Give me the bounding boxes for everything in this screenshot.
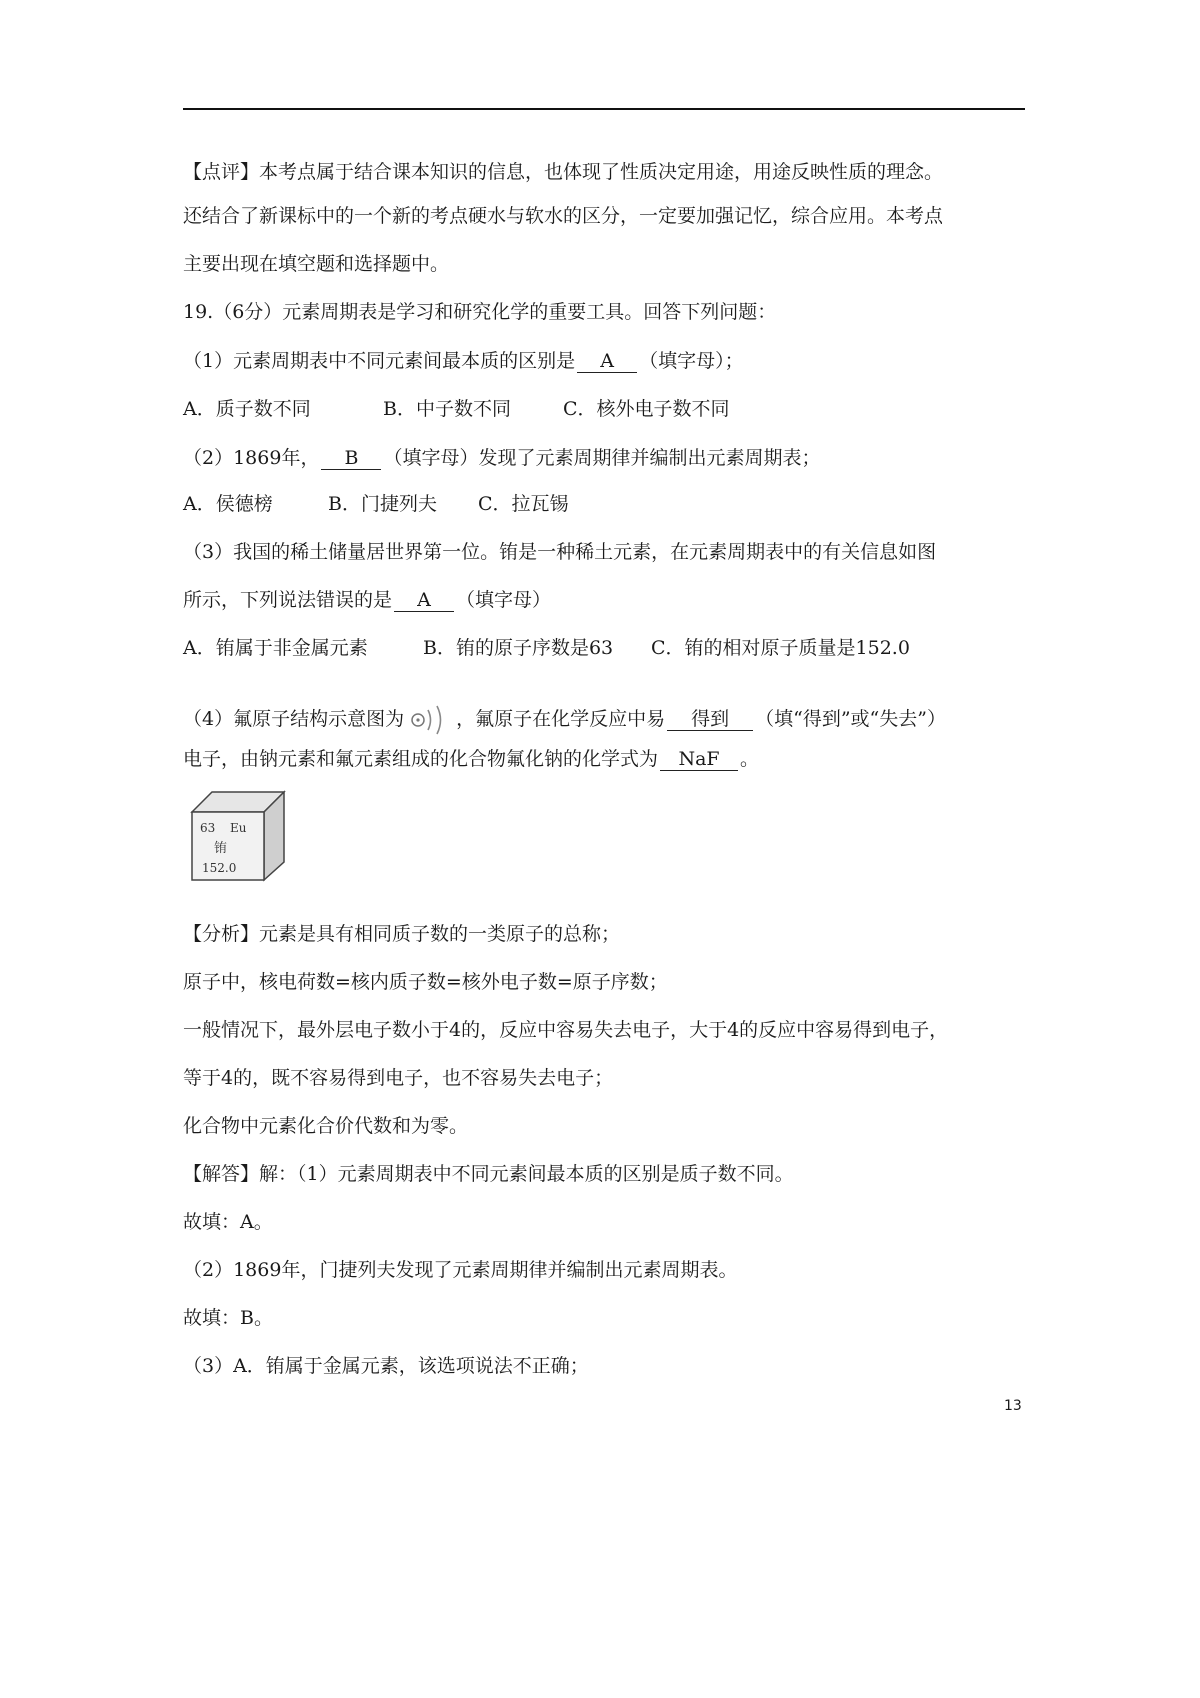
q4-line2-after: 。 bbox=[740, 748, 760, 770]
fluorine-atom-diagram bbox=[408, 700, 452, 740]
analysis-line-5: 化合物中元素化合价代数和为零。 bbox=[183, 1115, 469, 1137]
q2-stem-before: （2）1869年， bbox=[183, 447, 320, 469]
q2-answer-blank: B bbox=[321, 447, 381, 470]
q3-line-1: （3）我国的稀土储量居世界第一位。铕是一种稀土元素，在元素周期表中的有关信息如图 bbox=[183, 541, 937, 563]
eu-atomic-number: 63 bbox=[200, 821, 216, 835]
q4-stem bbox=[183, 700, 1033, 740]
analysis-line-2: 原子中，核电荷数=核内质子数=核外电子数=原子序数； bbox=[183, 971, 668, 993]
comment-line-3: 主要出现在填空题和选择题中。 bbox=[183, 253, 450, 275]
q3-stem-after: （填字母） bbox=[456, 589, 552, 611]
q4-stem-after-1: （填“得到”或“失去”） bbox=[755, 708, 946, 730]
q4-answer-blank-1: 得到 bbox=[667, 708, 753, 731]
europium-element-card bbox=[190, 790, 290, 882]
q1-stem bbox=[183, 349, 1033, 373]
solution-line-4: 故填：B。 bbox=[183, 1307, 273, 1329]
q3-option-a: A．铕属于非金属元素 bbox=[183, 637, 368, 659]
q2-stem bbox=[183, 446, 1033, 470]
solution-line-1: 【解答】解：（1）元素周期表中不同元素间最本质的区别是质子数不同。 bbox=[183, 1163, 794, 1185]
q4-line-2 bbox=[183, 747, 1033, 771]
q3-answer-blank: A bbox=[394, 589, 454, 612]
q4-answer-blank-2: NaF bbox=[660, 748, 738, 771]
analysis-line-1: 【分析】元素是具有相同质子数的一类原子的总称； bbox=[183, 923, 621, 945]
q1-answer-blank: A bbox=[577, 350, 637, 373]
solution-line-3: （2）1869年，门捷列夫发现了元素周期律并编制出元素周期表。 bbox=[183, 1259, 738, 1281]
page-number: 13 bbox=[1004, 1398, 1022, 1414]
q1-option-a: A．质子数不同 bbox=[183, 398, 311, 420]
q4-line2-before: 电子，由钠元素和氟元素组成的化合物氟化钠的化学式为 bbox=[183, 748, 659, 770]
solution-line-2: 故填：A。 bbox=[183, 1211, 273, 1233]
q1-option-c: C．核外电子数不同 bbox=[563, 398, 730, 420]
question-header: 19.（6分）元素周期表是学习和研究化学的重要工具。回答下列问题： bbox=[183, 301, 777, 323]
q4-stem-mid: ，氟原子在化学反应中易 bbox=[456, 708, 666, 730]
q3-options bbox=[183, 636, 1033, 660]
comment-line-2: 还结合了新课标中的一个新的考点硬水与软水的区分，一定要加强记忆，综合应用。本考点 bbox=[183, 205, 944, 227]
q2-option-b: B．门捷列夫 bbox=[328, 493, 437, 515]
q1-stem-after: （填字母）； bbox=[639, 350, 744, 372]
q4-stem-before: （4）氟原子结构示意图为 bbox=[183, 708, 405, 730]
solution-line-5: （3）A．铕属于金属元素，该选项说法不正确； bbox=[183, 1355, 589, 1377]
q2-option-a: A．侯德榜 bbox=[183, 493, 273, 515]
q2-option-c: C．拉瓦锡 bbox=[478, 493, 569, 515]
q3-option-c: C．铕的相对原子质量是152.0 bbox=[651, 637, 910, 659]
q3-stem-before: 所示，下列说法错误的是 bbox=[183, 589, 393, 611]
q3-option-b: B．铕的原子序数是63 bbox=[423, 637, 614, 659]
eu-name: 铕 bbox=[214, 841, 228, 856]
q2-options bbox=[183, 492, 1033, 516]
comment-line-1: 【点评】本考点属于结合课本知识的信息，也体现了性质决定用途，用途反映性质的理念。 bbox=[183, 161, 944, 183]
analysis-line-3: 一般情况下，最外层电子数小于4的，反应中容易失去电子，大于4的反应中容易得到电子， bbox=[183, 1019, 949, 1041]
q3-stem bbox=[183, 588, 1033, 612]
analysis-line-4: 等于4的，既不容易得到电子，也不容易失去电子； bbox=[183, 1067, 614, 1089]
header-rule bbox=[183, 108, 1025, 110]
q1-options bbox=[183, 397, 1033, 421]
eu-symbol: Eu bbox=[230, 821, 247, 835]
q2-stem-after: （填字母）发现了元素周期律并编制出元素周期表； bbox=[383, 447, 821, 469]
eu-mass: 152.0 bbox=[202, 861, 237, 875]
q1-stem-before: （1）元素周期表中不同元素间最本质的区别是 bbox=[183, 350, 576, 372]
q1-option-b: B．中子数不同 bbox=[383, 398, 511, 420]
